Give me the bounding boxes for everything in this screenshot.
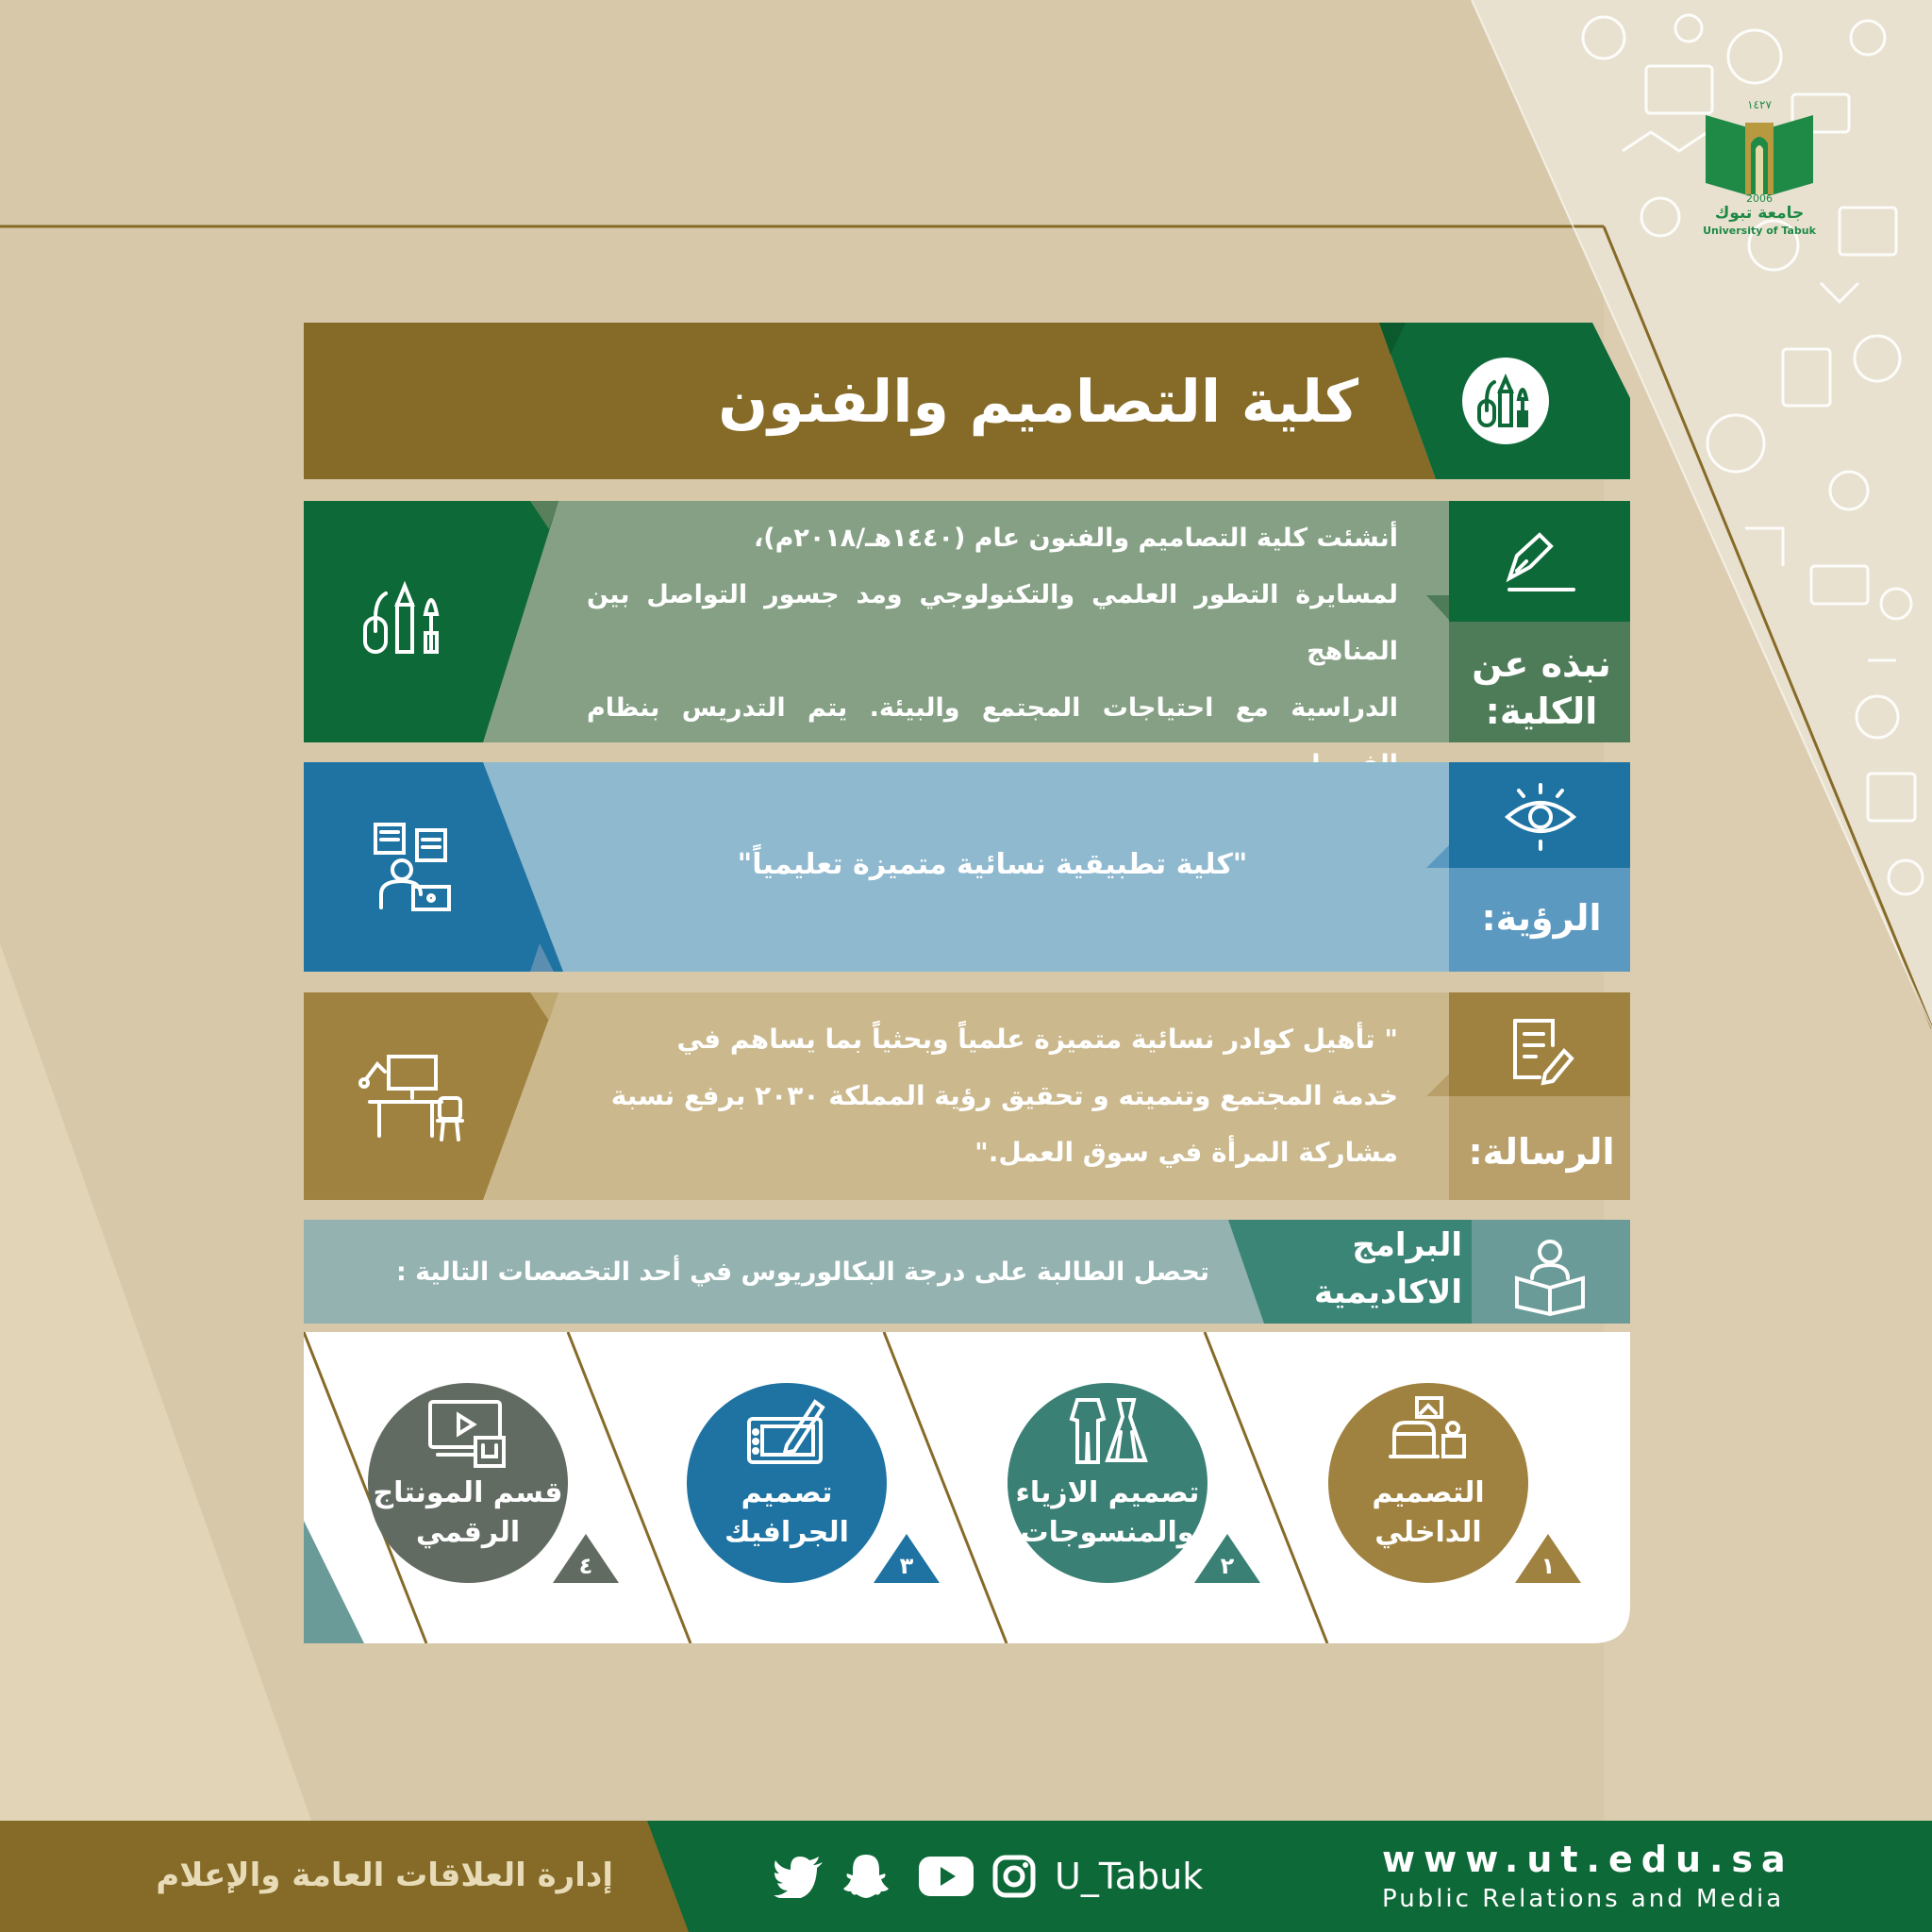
footer-website[interactable]: www.ut.edu.sa [1382,1839,1794,1880]
about-line-3: الدراسية مع احتياجات المجتمع والبيئة. يتم التدريس بنظام [587,693,1398,723]
program-card-graphic-design[interactable] [687,1383,887,1583]
footer-department: إدارة العلاقات العامة والإعلام [156,1857,613,1894]
program-4-line-1: قسم المونتاج [373,1476,563,1509]
about-art-tools-icon [356,567,459,671]
book-reader-icon [1507,1233,1592,1318]
mission-line-1: " تأهيل كوادر نسائية متميزة علمياً وبحثياً بما يساهم في [676,1024,1398,1055]
vision-section [304,762,1630,972]
program-2-title [1016,1474,1200,1553]
program-2-number: ٢ [1220,1553,1235,1579]
program-3-line-2: الجرافيك [724,1516,849,1549]
logo-emblem-icon [1698,102,1821,206]
program-1-line-2: الداخلي [1374,1516,1482,1549]
program-4-number-badge [553,1534,619,1583]
program-3-title [724,1474,849,1553]
logo-year-top: ١٤٢٧ [1747,98,1772,111]
logo-name-en: University of Tabuk [1703,225,1816,237]
eye-icon [1498,779,1583,855]
workstation-icon [357,1045,470,1149]
programs-intro: تحصل الطالبة على درجة البكالوريوس في أحد التخصصات التالية : [395,1257,1209,1287]
twitter-icon[interactable] [774,1857,824,1898]
document-edit-icon [1498,1011,1583,1087]
interior-furniture-icon [1381,1394,1475,1470]
university-logo [1698,98,1821,243]
program-4-title [373,1474,562,1553]
graphic-tablet-icon [740,1394,834,1470]
mission-label: الرسالة: [1468,1131,1615,1173]
program-2-line-2: والمنسوجات [1020,1516,1195,1549]
program-card-fashion-design[interactable] [1008,1383,1208,1583]
mission-section [304,992,1630,1200]
programs-label-line-1: البرامج [1352,1226,1462,1264]
logo-name-ar: جامعة تبوك [1714,204,1805,223]
program-1-title [1372,1474,1484,1553]
snapchat-icon[interactable] [843,1853,889,1900]
reading-person-icon [366,819,460,913]
program-4-number: ٤ [578,1553,593,1579]
programs-label-line-2: الاكاديمية [1313,1274,1462,1311]
page-title: كلية التصاميم والفنون [718,367,1358,436]
mission-text [587,1011,1398,1181]
footer [0,1821,1932,1932]
logo-year: 2006 [1746,192,1773,205]
program-card-digital-editing[interactable] [368,1383,568,1583]
about-label: نبذه عن الكلية: [1472,643,1611,732]
program-3-number: ٣ [899,1553,914,1579]
video-editing-icon [421,1394,515,1470]
about-section [304,501,1630,742]
footer-handle[interactable]: U_Tabuk [1055,1856,1204,1897]
program-3-number-badge [874,1534,940,1583]
program-4-line-2: الرقمي [415,1516,521,1549]
program-1-number-badge [1515,1534,1581,1583]
footer-subtitle: Public Relations and Media [1382,1885,1785,1913]
about-line-2: لمسايرة التطور العلمي والتكنولوجي ومد جسور التواصل بين المناهج [587,580,1398,666]
program-1-line-1: التصميم [1372,1476,1485,1509]
about-line-1: أنشئت كلية التصاميم والفنون عام (١٤٤٠هـ/٢٠١٨م)، [753,524,1398,553]
programs-header [304,1220,1630,1324]
title-icon-circle [1462,358,1549,444]
pen-nib-icon [1498,524,1583,599]
vision-label: الرؤية: [1481,897,1602,939]
youtube-icon[interactable] [919,1857,974,1896]
mission-line-2: خدمة المجتمع وتنميته و تحقيق رؤية المملكة ٢٠٣٠ برفع نسبة [610,1080,1398,1111]
program-2-line-1: تصميم الازياء [1015,1476,1200,1509]
program-card-interior-design[interactable] [1328,1383,1528,1583]
program-1-number: ١ [1541,1553,1556,1579]
vision-text: "كلية تطبيقية نسائية متميزة تعليمياً" [737,848,1248,881]
mission-line-3: مشاركة المرأة في سوق العمل." [974,1137,1398,1168]
art-tools-icon [1462,358,1549,444]
programs-label [1251,1222,1462,1316]
program-2-number-badge [1194,1534,1260,1583]
title-banner [304,323,1630,479]
instagram-icon[interactable] [992,1855,1036,1898]
program-3-line-1: تصميم [741,1476,833,1509]
clothing-icon [1060,1394,1155,1470]
